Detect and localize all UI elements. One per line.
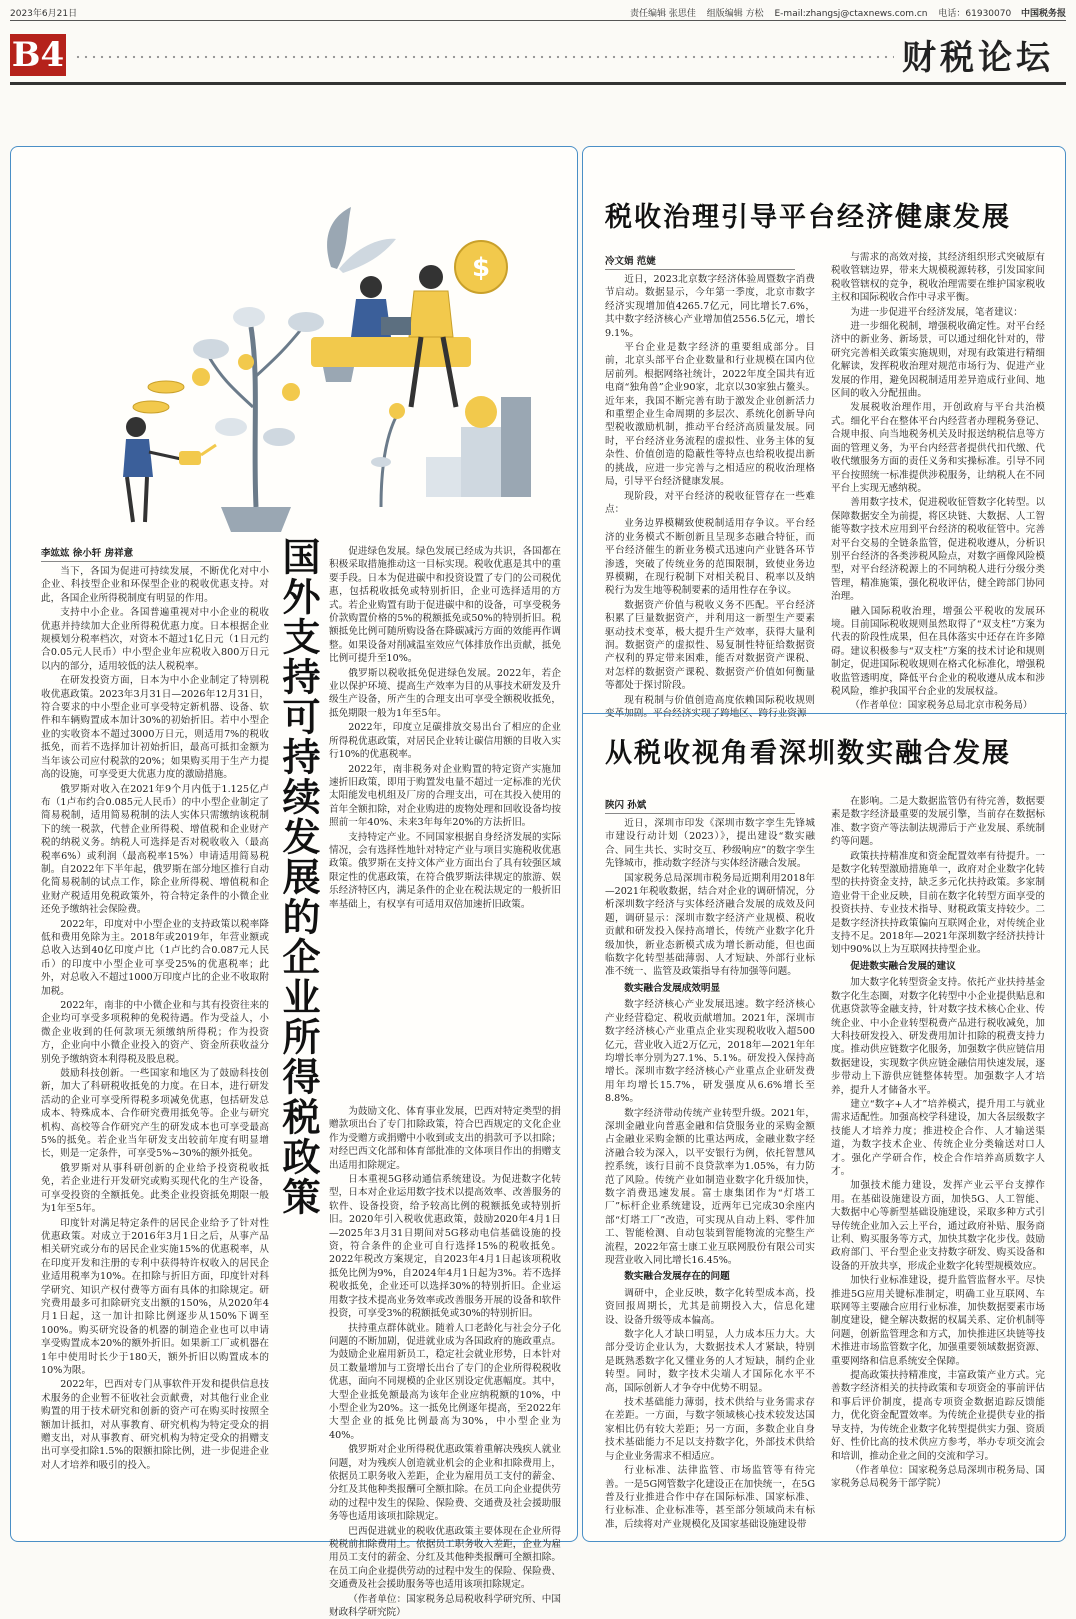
article-byline: 冷文娟 范婕 [605, 253, 795, 270]
article-column-1 [605, 273, 815, 709]
paragraph: 俄罗斯对企业所得税优惠政策着重解决残疾人就业问题，对为残疾人创造就业机会的企业和扣除费用上，依据员工职务收入差距，企业为雇用员工支付的薪金、分红及其他种类报酬可全额扣除。在员工向企业提供劳动的过程中发生的保险、保险费、交通费及社会援助服务等也适用该项扣除规定。 [329, 1444, 561, 1523]
paragraph: 2022年，南非的中小微企业和与其有投资往来的企业均可享受多项税种的免税待遇。作为受益人，小微企业收到的任何款项无须缴纳所得税；作为投资方，企业向中小微企业投入的资产、资金所获收益分别免予缴纳资本利得税及股息税。 [41, 1000, 269, 1065]
paragraph: 在影响。二是大数据监管仍有待完善，数据要素是数字经济最重要的发展引擎，当前存在数据标准、数字资产等法制法规滞后于产业发展、系统制约等问题。 [831, 796, 1045, 848]
paragraph: 2022年，印度对中小型企业的支持政策以税率降低和费用免除为主。2018年或2019年，年营业额或总收入达到40亿印度卢比（1卢比约合0.087元人民币）的印度中小型企业可享受25%的优惠税率；此外，对总收入不超过1000万印度卢比的企业不收取附加税。 [41, 918, 269, 997]
svg-text:$: $ [471, 253, 491, 283]
paragraph: 鼓励科技创新。一些国家和地区为了鼓励科技创新，加大了科研税收抵免的力度。在日本，进行研发活动的企业可享受所得税多项减免优惠，包括研发总成本、特殊成本、合作研究费用抵免等。企业与研究机构、高校等合作研究产生的研发成本也可享受最高5%的抵免。若企业当年研发支出较前年度有明显增长，则是一定条件，可享受5%~30%的额外抵免。 [41, 1068, 269, 1160]
masthead-rule [10, 82, 1066, 85]
paragraph: 进一步细化税制，增强税收确定性。对平台经济中的新业务、新场景，可以通过细化针对的，带研究完善相关政策实施规则，对现有政策进行精细化解读，发挥税收治理对规范市场行为、促进产业发展的作用，避免因税制适用差异造成行业间、地区间的收入分配扭曲。 [831, 321, 1045, 400]
header-rule [10, 20, 1066, 21]
money-tree-icon [192, 307, 324, 532]
paragraph: 现有税制与价值创造高度依赖国际税收规则 [624, 694, 815, 706]
paragraph: 建立“数字+人才”培养模式，提升用工与就业需求适配性。加强高校学科建设，加大各层级数字技能人才培养力度；推进校企合作、人才输送渠道，为数字技术企业、传统企业分类输送对口人才。强化产学研合作，校企合作培养高质数字人才。 [831, 1098, 1045, 1177]
layout-editor: 组版编辑 方松 [706, 9, 764, 19]
paragraph: 国家税务总局深圳市税务局近期利用2018年—2021年税收数据，结合对企业的调研情况，分析深圳数字经济与实体经济融合发展的成效及问题，调研显示：深圳市数字经济产业规模、税收贡献和研发投入保持高增长，传统产业数字化升级加快，新业态新模式成为增长新动能，但也面临数字化转型基础薄弱、人才短缺、外部行业标准不统一、监管及政策指导有待加强等问题。 [605, 872, 815, 978]
paragraph: 为鼓励文化、体育事业发展，巴西对特定类型的捐赠款项出台了专门扣除政策，符合巴西规定的文化企业作为受赠方或捐赠中小收到或支出的捐款可予以扣除；对经巴西文化部和体育部批准的文体项目作出的捐赠支出适用扣除规定。 [329, 1106, 561, 1171]
paragraph: 印度针对满足特定条件的居民企业给予了针对性优惠政策。对成立于2016年3月1日之后，从事产品相关研究或分布的居民企业实施15%的优惠税率，从在印度开发和注册的专利中获得特许权收入的居民企业适用税率为10%。在扣除与折旧方面，印度针对科学研究、知识产权付费等方面有具体的扣除规定。研究费用最多可扣除研究支出额的150%，从2020年4月1日起，这一加计扣除比例逐步从150%下调至100%。购买研究设备的机器的制造企业也可以申请享受购置成本20%的额外折旧。如果新工厂或机器在1年中使用时长少于180天，额外折旧以购置成本的10%为限。 [41, 1217, 269, 1376]
paragraph: 平台企业是数字经济的重要组成部分。目前，北京头部平台企业数量和行业规模在国内位居前列。根据网络社统计，2022年度全国共有近电商“独角兽”企业90家，北京以30家独占鳌头。近年来，我国不断完善有助于激发企业创新活力和重塑企业生命周期的多层次、系统化创新导向型税收激励机制，推动平台经济高质量发展。同时，平台经济业务流程的虚拟性、业务主体的复杂性、价值创造的隐蔽性等特点也给税收提出新的挑战，应进一步完善与之相适应的税收治理格局，引导平台经济健康发展。 [605, 342, 815, 488]
paragraph: 2022年，巴西对专门从事软件开发和提供信息技术服务的企业暂不征收社会贡献费，对其他行业企业购置的用于技术研究和创新的资产可在购买时按照全额加计抵扣，对从事教育、研究机构为特定受众的捐赠支出，对从事教育、研究机构为特定受众的捐赠支出可享受扣除1.5%的限额扣除比例，进一步促进企业对人才培养和吸引的投入。 [41, 1379, 269, 1471]
paragraph: 数字化人才缺口明显，人力成本压力大。大部分受访企业认为，大数据技术人才紧缺，特别是既熟悉数字化又懂业务的人才短缺，制约企业转型。同时，数字技术尖端人才国际化水平不高，国际创新人才争夺中优势不明显。 [605, 1329, 815, 1394]
subheading: 促进数实融合发展的建议 [850, 960, 956, 972]
subheading: 数实融合发展存在的问题 [624, 1271, 730, 1283]
paragraph: 扶持重点群体就业。随着人口老龄化与社会分子化问题的不断加剧，促进就业成为各国政府的施政重点。为鼓励企业雇用新员工，稳定社会就业形势，日本针对员工数量增加与工资增长出台了专门的企业所得税税收优惠，面向不同规模的企业区别设定优惠幅度。其中，大型企业抵免额最高为该年企业应纳税额的10%，中小型企业为20%。这一抵免比例逐年提高，至2022年大型企业的抵免比例最高为30%，中小型企业为40%。 [329, 1322, 561, 1441]
article-title: 税收治理引导平台经济健康发展 [605, 202, 1011, 233]
paragraph: 数据资产价值与税收义务不匹配。平台经济积累了巨量数据资产，并利用这一新型生产要素驱动技术变革，极大提升生产效率，获得大量利润。数据资产的虚拟性、易复制性特征给数据资产权利的界定带来困难，能否对数据资产课税、对怎样的数据资产课税、数据资产价值如何衡量等都处于探讨阶段。 [605, 599, 815, 692]
editor-phone: 电话：61930070 [938, 9, 1012, 19]
section-title: 财税论坛 [902, 38, 1054, 78]
article-illustration [81, 177, 541, 537]
editor-info [630, 6, 1019, 19]
paragraph: 提高政策扶持精准度，丰富政策产业方式。完善数字经济相关的扶持政策和专项资金的事前评估和事后评价制度，提高专项资金数据追踪反馈能力，优化资金配置效率。为传统企业提供专业的指导支持，为传统企业数字化转型提供实力强、资质好、性价比高的技术供应方参考，举办专项交流会和培训，推动企业之间的交流和学习。 [831, 1370, 1045, 1462]
article-title: 国外支持可持续发展的企业所得税政策 [276, 537, 321, 1217]
author-affiliation: （作者单位：国家税务总局北京市税务局） [850, 700, 1033, 712]
person-watering-icon [123, 417, 216, 522]
article-column-2 [831, 795, 1045, 1527]
paragraph: 现阶段，对平台经济的税收征管存在一些难点： [605, 490, 815, 515]
paragraph: 发展税收治理作用，开创政府与平台共治模式。细化平台在整体平台内经营者办理税务登记、合规申报、向当地税务机关及时报送纳税信息等方面的管理义务，为平台内经营者提供代扣代缴、代收代缴服务方面的责任义务和实操标准。引导不同平台按照统一标准提供涉税服务，让纳税人在不同平台上实现无感纳税。 [831, 402, 1045, 494]
paragraph: 2022年，南非税务对企业购置的特定资产实施加速折旧政策，即用于购置发电量不超过一定标准的光伏太阳能发电机组及厂房的合理支出，可在其投入使用的首年全额扣除，对企业购进的废物处理和回收设备均按照前一年40%、未来3年每年20%的方法折旧。 [329, 763, 561, 829]
article-column-2 [831, 251, 1045, 712]
author-affiliation: （作者单位：国家税务总局税收科学研究所、中国财政科学研究院） [329, 1593, 561, 1619]
paragraph: 在研发投资方面，日本为中小企业制定了特别税收优惠政策。2023年3月31日—2026年12月31日，符合要求的中小型企业可享受特定新机器、设备、软件和车辆购置成本加计30%的初始折旧。若中小型企业的实收资本不超过3000万日元，则适用7%的税收抵免，而若不选择加计初始折旧，最高可抵扣金额为当年该公司应付税款的20%；如果购买用于生产力提高的设施，可享受更大优惠力度的激励措施。 [41, 675, 269, 781]
article-byline: 陕闪 孙斌 [605, 797, 795, 814]
page-number-badge: B4 [11, 35, 65, 75]
paragraph: 加快行业标准建设，提升监管监督水平。尽快推进5G应用关键标准制定，明确工业互联网、车联网等主要融合应用行业标准，加快数据要素市场制度建设，健全解决数据的权属关系、定价机制等问题，创新监管理念和方式，加快推进区块链等技术推进市场监管数字化，加强重要领域数据资源、重要网络和信息系统安全保障。 [831, 1275, 1045, 1367]
paragraph: 当下，各国为促进可持续发展，不断优化对中小企业、科技型企业和环保型企业的税收优惠支持。对此，各国企业所得税制度有明显的作用。 [41, 566, 269, 604]
paragraph: 2022年，印度立足碳排放交易出台了相应的企业所得税优惠政策，对居民企业转让碳信用额的目收入实行10%的优惠税率。 [329, 722, 561, 761]
paragraph: 日本重视5G移动通信系统建设。为促进数字化转型，日本对企业运用数字技术以提高效率、改善服务的软件、设备投资，给予较高比例的税额抵免或特别折旧。2020年引入税收优惠政策，鼓励2020年4月1日—2025年3月31日期间对5G移动电信基础设施的投资，符合条件的企业可自行选择15%的税收抵免。2022年税改方案规定，自2023年4月1日起该项税收抵免比例为9%，自2024年4月1日起为3%。若不选择税收抵免，企业还可以选择30%的特别折旧。企业运用数字技术提高业务效率或改善服务开展的设备和软件投资，可享受3%的税额抵免或30%的特别折旧。 [329, 1174, 561, 1320]
paragraph: 支持特定产业。不同国家根据自身经济发展的实际情况，会有选择性地针对特定产业与项目实施税收优惠政策。俄罗斯在支持文体产业方面出台了具有较强区域限定性的优惠政策，在符合俄罗斯法律规定的旅游、娱乐经济特区内，满足条件的企业在税法规定的一般折旧率基础上，有权享有可适用双倍加速折旧政策。 [329, 831, 561, 910]
paragraph: 近日，2023北京数字经济体验周暨数字消费节启动。数据显示，今年第一季度，北京市数字经济实现增加值4265.7亿元，同比增长7.6%，其中数字经济核心产业增加值2556.5亿元，增长9.1%。 [605, 274, 815, 339]
paragraph: 加大数字化转型资金支持。依托产业扶持基金数字化生态圈，对数字化转型中小企业提供贴息和优惠贷款等金融支持，针对数字技术核心企业、传统企业、中小企业转型税费产品进行税收减免，加大科技研发投入、研发费用加计扣除的税费支持力度。推动供应链数字化服务，加强数字供应链信用数据建设，实现数字供应链金融信用快速发展，逐步带动上下游供应链整体转型。加强数字人才培养，提升人才储备水平。 [831, 977, 1045, 1096]
responsible-editor: 责任编辑 张思佳 [630, 9, 696, 19]
right-articles-panel [582, 146, 1066, 1542]
paragraph: 加强技术能力建设，发挥产业云平台支撑作用。在基础设施建设方面，加快5G、人工智能、大数据中心等新型基础设施建设，采取多种方式引导传统企业加入云上平台，通过政府补贴、服务商让利、购买服务等方式，加快其数字化步伐。鼓励政府部门、平台型企业支持数字研发、购买设备和设备的开放共享，形成企业数字化转型规模效应。 [831, 1180, 1045, 1272]
article-column-2 [329, 545, 561, 1105]
paragraph: 促进绿色发展。绿色发展已经成为共识，各国都在积极采取措施推动这一目标实现。税收优惠是其中的重要手段。日本为促进碳中和投资设置了专门的公司税优惠，包括税收抵免或特别折旧，企业可选择适用的方式。若企业购置有助于促进碳中和的设备，可享受税务价款购置价格的5%的税额抵免或50%的特别折旧。税额抵免比例可随所购设备在降碳减污方面的效能再作调整。如果设备对削减温室效应气体排放作出贡献，抵免比例可提升至10%。 [329, 546, 561, 665]
paragraph: 调研中，企业反映，数字化转型成本高，投资回报周期长，尤其是前期投入大，信息化建设、设备升级等成本偏高。 [605, 1287, 815, 1326]
article-column-1 [605, 817, 815, 1530]
article-divider [583, 713, 1067, 714]
subheading: 数实融合发展成效明显 [624, 982, 721, 994]
editor-email: E-mail:zhangsj@ctaxnews.com.cn [774, 9, 928, 19]
paragraph: 与需求的高效对接，其经济组织形式突破原有税收管辖边界，带来大规模税源转移，引发国家间税收管辖权的竞争，税收治理需要在维护国家税收主权和国际税收合作中寻求平衡。 [831, 252, 1045, 304]
coin-stack-icon [133, 381, 184, 413]
paragraph: 善用数字技术，促进税收征管数字化转型。以保障数据安全为前提，将区块链、大数据、人工智能等数字技术应用到平台经济的税收征管中。完善对平台交易的全链条监管，促进税收遵从，分析识别平台经济的各类涉税风险点，对数字画像风险模型，对平台经济税源上的不同纳税人进行分级分类管理，精准施策，强化税收评估，健全跨部门协同治理。 [831, 497, 1045, 603]
paragraph: 行业标准、法律监管、市场监管等有待完善。一是5G网管数字化建设正在加快统一，在5G普及行业推进合作中存在国际标准、国家标准、行业标准、企业标准等，甚至部分领域尚未有标准，后续将对产业规模化及国家基础设施建设带 [605, 1465, 815, 1530]
article-column-1 [41, 565, 269, 1523]
paragraph: 数字经济核心产业发展迅速。数字经济核心产业经营稳定、税收贡献增加。2021年，深圳市数字经济核心产业重点企业实现税收收入超500亿元，营业收入近2万亿元，2018年—2021年年均增长率分别为27.1%、5.1%。研发投入保持高增长。深圳市数字经济核心产业重点企业研发费用年均增长15.7%，研发强度从6.6%增长至8.8%。 [605, 999, 815, 1105]
dollar-coin-icon [455, 241, 507, 293]
newspaper-name: 中国税务报 [1020, 9, 1066, 19]
paragraph: 融入国际税收治理，增强公平税收的发展环境。目前国际税收规则虽然取得了“双支柱”方案为代表的阶段性成果，但在具体落实中还存在许多障碍。建议积极参与“双支柱”方案的技术讨论和规则制定，促进国际税收规则在格式化标准化，增强税收监管透明度，降低平台企业的税收遵从成本和涉税风险，维护我国平台企业的发展权益。 [831, 605, 1045, 697]
issue-date: 2023年6月21日 [10, 9, 78, 19]
paragraph: 业务边界模糊致使税制适用存争议。平台经济的业务模式不断创新且呈现多态融合特征，而平台经济催生的新业务模式迅速向产业链各环节渗透，突破了传统业务的范围限制，致使业务边界模糊，在现行税制下对相关税目、税率以及纳税行为发生地等税制要素的适用性存在争议。 [605, 518, 815, 597]
article-byline: 李竑竑 徐小轩 房祥意 [41, 545, 261, 562]
paragraph: 巴西促进就业的税收优惠政策主要体现在企业所得税税前扣除费用上。依据员工职务收入差距，企业为雇用员工支付的薪金、分红及其他种类报酬可全额扣除。在员工向企业提供劳动的过程中发生的保险、保险费、交通费及社会援助服务等也适用该项扣除规定。 [329, 1525, 561, 1591]
people-discussing-icon [311, 265, 471, 407]
author-affiliation: （作者单位：国家税务总局深圳市税务局、国家税务总局税务干部学院） [831, 1464, 1045, 1490]
paragraph: 俄罗斯对收入在2021年9个月内低于1.125亿卢布（1卢布约合0.085元人民币）的中小型企业制定了简易税制，适用简易税制的法人实体只需缴纳该税制下的统一税款，代替企业所得税、增值税和企业财产税的纳税义务。纳税人可选择是否对税收收入（最高税率6%）或利润（最高税率15%）申请适用简易税制。自2022年下半年起，俄罗斯在部分地区推行自动化简易税制的试点工作，除企业所得税、增值税和企业财产税适用免税政策外，符合特定条件的小微企业还免予缴纳社会保险费。 [41, 783, 269, 916]
article-title: 从税收视角看深圳数实融合发展 [605, 738, 1011, 769]
decorative-dots [74, 54, 894, 60]
coin-stacks-icon [426, 396, 531, 497]
flower-icon [371, 403, 405, 507]
paragraph: 为进一步促进平台经济发展，笔者建议： [850, 306, 1023, 318]
paragraph: 政策扶持精准度和资金配置效率有待提升。一是数字化转型激励措施单一，政府对企业数字化转型的扶持资金支持，缺乏多元化扶持政策。多家制造业骨干企业反映，目前在数字化转型方面享受的投资扶持、专业技术指导、财税政策支持较少。二是数字经济扶持政策偏向互联网企业，对传统企业支持不足。2018年—2021年深圳数字经济扶持计划中90%以上为互联网扶持型企业。 [831, 850, 1045, 956]
paragraph: 支持中小企业。各国普遍重视对中小企业的税收优惠并持续加大企业所得税优惠力度。日本根据企业规模划分税率档次，对资本不超过1亿日元（1日元约合0.05元人民币）中小型企业年应税收入800万日元以内的部分，适用较低的法人税税率。 [41, 607, 269, 672]
left-article-panel [10, 146, 578, 1619]
article-column-3 [329, 1105, 561, 1619]
paragraph: 俄罗斯以税收抵免促进绿色发展。2022年，若企业以保护环境、提高生产效率为目的从事技术研发及升级生产设备，所产生的合理支出可享受全额税收抵免，抵免期限一般为1年至5年。 [329, 667, 561, 719]
paragraph: 数字经济带动传统产业转型升级。2021年，深圳金融业向普惠金融和信贷服务业的采购金额占金融业采购金额的比重达两成，金融业数字经济融合较为深入，以平安银行为例，依托智慧风控系统，该行目前不良贷款率为1.05%，有力防范了风险。传统产业如制造业数字化升级加快，数字消费迅速发展。富士康集团作为“灯塔工厂”标杆企业系统建设，近两年已完成30余座内部“灯塔工厂”改造，可实现从自动上料、零件加工、智能检测、自动包装到智能物流的完整生产流程，2022年富士康工业互联网股份有限公司实现营业收入同比增长16.45%。 [605, 1107, 815, 1266]
paragraph: 俄罗斯对从事科研创新的企业给予投资税收抵免，若企业进行开发研究或购买现代化的生产设备，可享受投资的全额抵免。此类企业投资抵免期限一般为1年至5年。 [41, 1162, 269, 1215]
paragraph: 技术基础能力薄弱，技术供给与业务需求存在差距。一方面，与数字领域核心技术较发达国家相比仍有较大差距；另一方面，多数企业自身技术基础能力不足以支持数字化，外部技术供给与企业业务需求不相适应。 [605, 1397, 815, 1462]
paragraph: 近日，深圳市印发《深圳市数字孪生先锋城市建设行动计划（2023）》，提出建设“数实融合、同生共长、实时交互、秒级响应”的数字孪生先锋城市，推动数字经济与实体经济融合发展。 [605, 818, 815, 870]
page-header-info [10, 6, 1066, 20]
